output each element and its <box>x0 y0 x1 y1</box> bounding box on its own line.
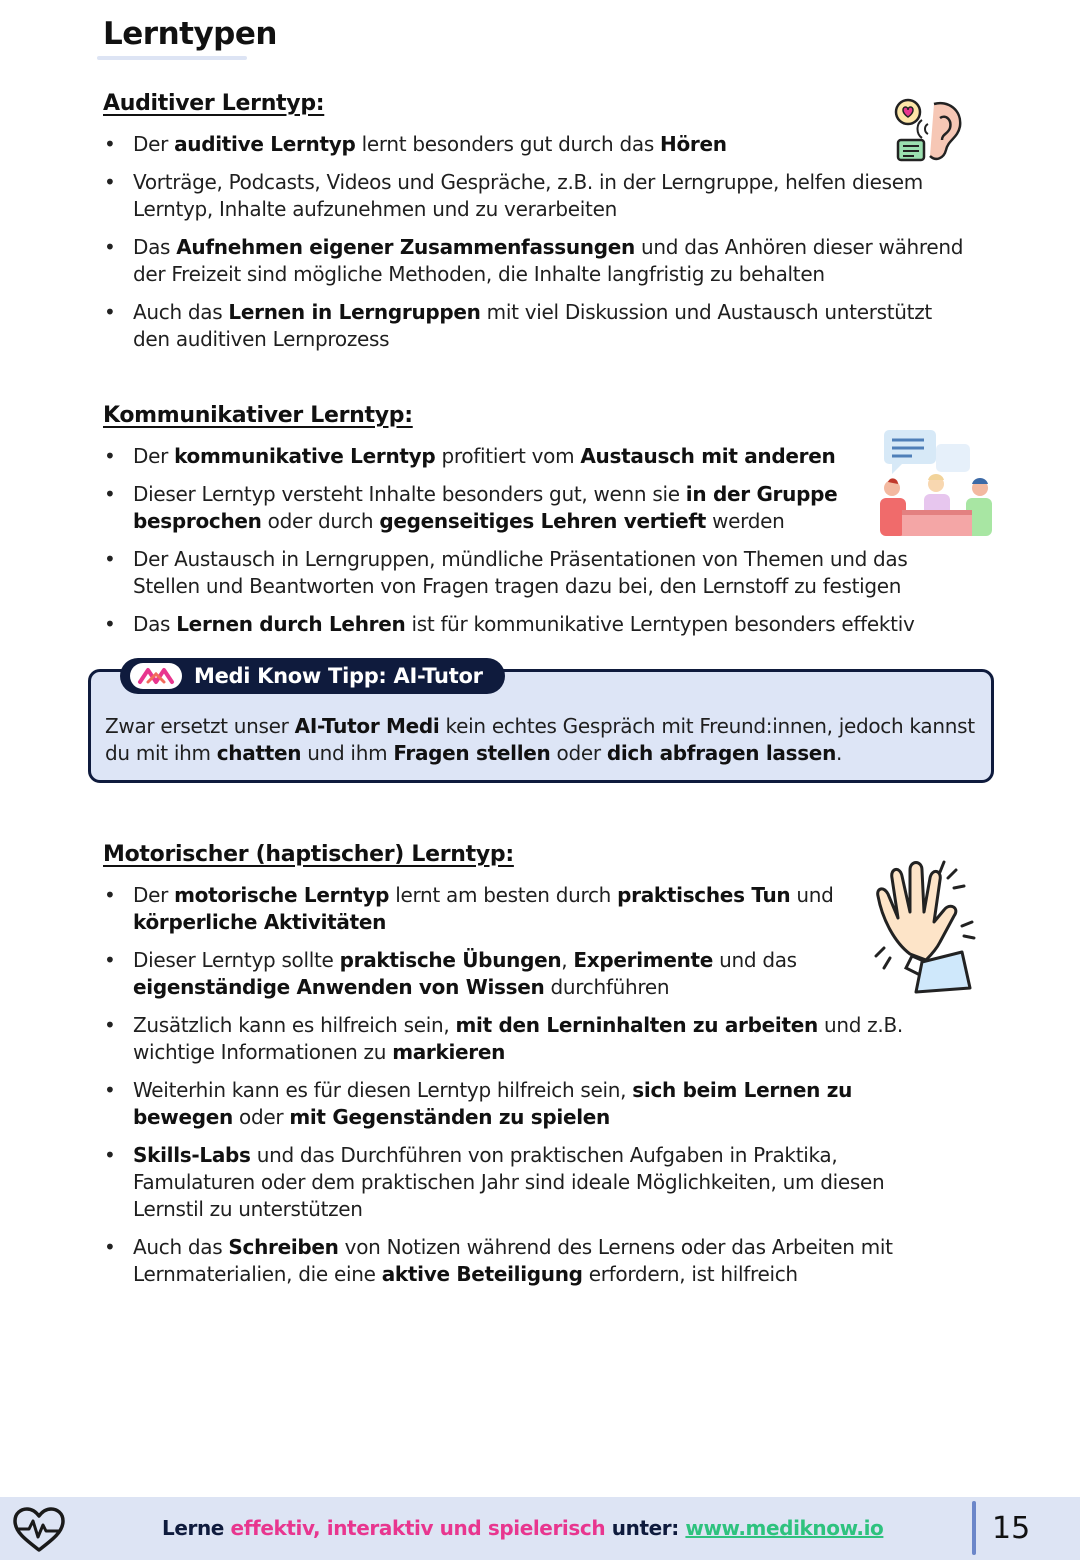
auditiv-list <box>104 131 964 364</box>
list-item <box>104 947 904 1001</box>
footer-middle: unter <box>605 1516 672 1540</box>
list-item-segment: und <box>790 883 834 907</box>
list-item-segment: Auch das <box>133 300 229 324</box>
list-item <box>104 1077 904 1131</box>
tip-title: Medi Know Tipp: AI-Tutor <box>194 664 483 688</box>
heart-pulse-icon <box>12 1507 66 1553</box>
list-item <box>104 443 934 470</box>
list-item <box>104 131 964 158</box>
tip-text-segment: Zwar ersetzt unser <box>105 714 295 738</box>
list-item-segment: Auch das <box>133 1235 229 1259</box>
title-underline <box>97 56 247 60</box>
list-item-segment: Austausch mit anderen <box>580 444 836 468</box>
list-item <box>104 882 904 936</box>
tip-text-segment: und ihm <box>301 741 394 765</box>
group-discussion-icon <box>878 428 994 540</box>
list-item-segment: ist für kommunikative Lerntypen besonders effektiv <box>405 612 915 636</box>
list-item-segment: aktive Beteiligung <box>381 1262 583 1286</box>
list-item-segment: und das Anhören dieser während der Freizeit sind mögliche Methoden, die Inhalte langfristig zu behalten <box>133 235 964 286</box>
list-item <box>104 1142 904 1223</box>
tip-text-segment: Fragen stellen <box>393 741 551 765</box>
list-item-segment: lernt am besten durch <box>389 883 618 907</box>
section-title-auditiv: Auditiver Lerntyp: <box>103 91 325 116</box>
list-item-segment: Lernen durch Lehren <box>176 612 406 636</box>
ear-listening-icon <box>892 98 964 166</box>
page-title: Lerntypen <box>103 16 277 52</box>
list-item-segment: Lernen in Lerngruppen <box>228 300 481 324</box>
list-item-segment: Das <box>133 612 177 636</box>
list-item-segment: durchführen <box>544 975 670 999</box>
list-item-segment: Hören <box>660 132 727 156</box>
list-item-segment: auditive Lerntyp <box>174 132 356 156</box>
list-item-segment: profitiert vom <box>435 444 581 468</box>
tip-text-segment: oder <box>550 741 607 765</box>
list-item-segment: motorische Lerntyp <box>174 883 390 907</box>
list-item-segment: Aufnehmen eigener Zusammenfassungen <box>176 235 635 259</box>
list-item-segment: Skills-Labs <box>133 1143 251 1167</box>
list-item-segment: praktische Übungen <box>339 948 562 972</box>
list-item <box>104 234 964 288</box>
list-item-segment: lernt besonders gut durch das <box>355 132 660 156</box>
list-item-segment: Das <box>133 235 177 259</box>
list-item-segment: und das <box>713 948 797 972</box>
list-item-segment: kommunikative Lerntyp <box>174 444 436 468</box>
medi-know-logo-mark <box>136 666 176 686</box>
list-item-segment: und z.B. wichtige Informationen zu <box>133 1013 903 1064</box>
list-item-segment: Der Austausch in Lerngruppen, mündliche Präsentationen von Themen und das Stellen und Beantworten von Fragen tragen dazu bei, den Lernstoff zu festigen <box>133 547 908 598</box>
list-item-segment: oder <box>232 1105 290 1129</box>
kommunikativ-list <box>104 443 934 649</box>
list-item-segment: eigenständige Anwenden von Wissen <box>133 975 545 999</box>
list-item-segment: praktisches Tun <box>617 883 791 907</box>
list-item-segment: in der Gruppe besprochen <box>133 482 838 533</box>
footer-slogan <box>162 1516 883 1540</box>
footer-website-link[interactable]: www.mediknow.io <box>685 1516 884 1540</box>
list-item <box>104 169 964 223</box>
page-number: 15 <box>992 1511 1031 1546</box>
section-title-kommunikativ: Kommunikativer Lerntyp: <box>103 403 413 428</box>
list-item-segment: , <box>561 948 574 972</box>
waving-hand-icon <box>870 856 980 996</box>
footer-colon: : <box>671 1516 686 1540</box>
list-item-segment: Experimente <box>573 948 714 972</box>
list-item-segment: Dieser Lerntyp sollte <box>133 948 340 972</box>
list-item-segment: Schreiben <box>228 1235 339 1259</box>
list-item-segment: körperliche Aktivitäten <box>133 910 387 934</box>
motorisch-list <box>104 882 904 1299</box>
tip-text-segment: kein echtes Gespräch mit Freund:innen, jedoch kannst du mit ihm <box>105 714 975 765</box>
list-item-segment: Zusätzlich kann es hilfreich sein, <box>133 1013 456 1037</box>
list-item-segment: und das Durchführen von praktischen Aufgaben in Praktika, Famulaturen oder dem praktischen Jahr sind ideale Möglichkeiten, um diesen Lernstil zu unterstützen <box>133 1143 885 1221</box>
tip-text-segment: chatten <box>216 741 302 765</box>
list-item-segment: oder durch <box>261 509 380 533</box>
tip-text <box>105 713 975 767</box>
list-item-segment: Dieser Lerntyp versteht Inhalte besonders gut, wenn sie <box>133 482 686 506</box>
list-item-segment: gegenseitiges Lehren vertieft <box>379 509 707 533</box>
medi-know-logo <box>130 663 182 689</box>
list-item <box>104 481 934 535</box>
list-item <box>104 1234 904 1288</box>
list-item-segment: mit viel Diskussion und Austausch unterstützt den auditiven Lernprozess <box>133 300 932 351</box>
list-item-segment: Der <box>133 132 175 156</box>
list-item <box>104 1012 904 1066</box>
list-item-segment: Der <box>133 444 175 468</box>
list-item-segment: Weiterhin kann es für diesen Lerntyp hilfreich sein, <box>133 1078 633 1102</box>
tip-text-segment: AI-Tutor Medi <box>294 714 440 738</box>
list-item-segment: markieren <box>392 1040 506 1064</box>
list-item <box>104 546 934 600</box>
tip-text-segment: dich abfragen lassen <box>606 741 837 765</box>
list-item-segment: von Notizen während des Lernens oder das Arbeiten mit Lernmaterialien, die eine <box>133 1235 893 1286</box>
list-item-segment: sich beim Lernen zu bewegen <box>133 1078 853 1129</box>
list-item-segment: erfordern, ist hilfreich <box>582 1262 798 1286</box>
list-item-segment: werden <box>706 509 785 533</box>
list-item-segment: mit Gegenständen zu spielen <box>289 1105 610 1129</box>
list-item-segment: mit den Lerninhalten zu arbeiten <box>455 1013 818 1037</box>
list-item <box>104 611 934 638</box>
list-item <box>104 299 964 353</box>
list-item-segment: Der <box>133 883 175 907</box>
footer-accent: effektiv, interaktiv und spielerisch <box>230 1516 606 1540</box>
list-item-segment: Vorträge, Podcasts, Videos und Gespräche, z.B. in der Lerngruppe, helfen diesem Lerntyp, Inhalte aufzunehmen und zu verarbeiten <box>133 170 923 221</box>
section-title-motorisch: Motorischer (haptischer) Lerntyp: <box>103 842 514 867</box>
tip-text-segment: . <box>836 741 843 765</box>
footer-divider <box>972 1501 976 1555</box>
tip-tab <box>120 658 505 694</box>
footer-lead: Lerne <box>162 1516 231 1540</box>
